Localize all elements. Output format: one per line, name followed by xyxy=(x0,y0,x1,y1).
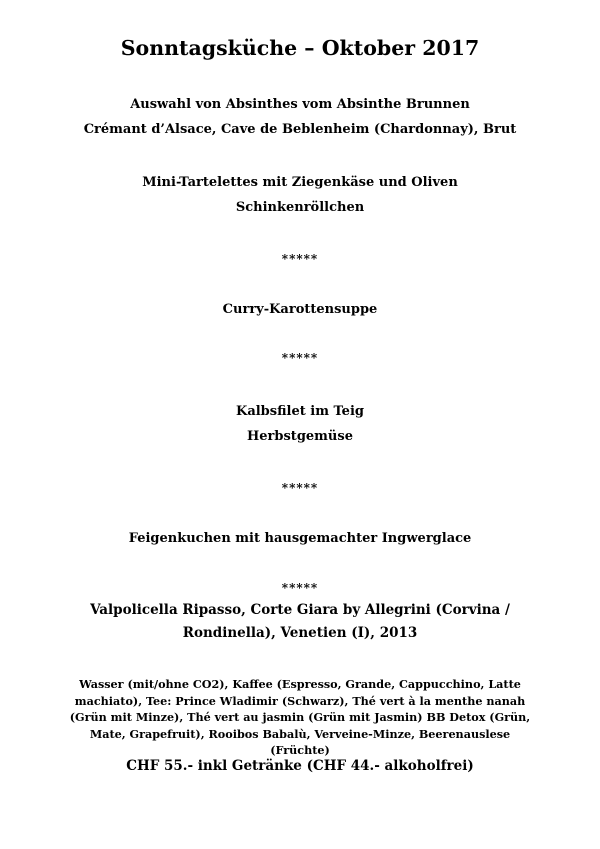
aperitif-cremant: Crémant d’Alsace, Cave de Beblenheim (Chardonnay), Brut xyxy=(83,122,517,137)
course-main: Kalbsfilet im Teig xyxy=(236,404,364,419)
wine-line-2: Rondinella), Venetien (I), 2013 xyxy=(182,625,418,641)
amuse-schinkenroellchen: Schinkenröllchen xyxy=(235,200,365,215)
course-main-side: Herbstgemüse xyxy=(247,429,353,444)
drinks-included: Wasser (mit/ohne CO2), Kaffee (Espresso, Grande, Cappucchino, Latte machiato), Tee: Prince Wladimir (Schwarz), Thé vert à la menthe nanah (Grün mit Minze), Thé vert au jasmin (Grün mit Jasmin) BB Detox (Grün, Mate, Grapefruit), Rooibos Babalù, Verveine-Minze, Beerenauslese (Früchte) xyxy=(69,677,531,757)
course-dessert: Feigenkuchen mit hausgemachter Ingwerglace xyxy=(128,531,472,546)
wine-line-1: Valpolicella Ripasso, Corte Giara by Allegrini (Corvina / xyxy=(90,602,510,618)
amuse-tartelettes: Mini-Tartelettes mit Ziegenkäse und Oliven xyxy=(142,175,458,190)
menu-title: Sonntagsküche – Oktober 2017 xyxy=(120,36,480,60)
price-line: CHF 55.- inkl Getränke (CHF 44.- alkoholfrei) xyxy=(126,758,474,774)
aperitif-absinthe: Auswahl von Absinthes vom Absinthe Brunnen xyxy=(130,97,470,112)
course-soup: Curry-Karottensuppe xyxy=(222,302,378,317)
separator-1: ***** xyxy=(281,252,319,266)
separator-4: ***** xyxy=(281,581,319,595)
separator-2: ***** xyxy=(281,351,319,365)
separator-3: ***** xyxy=(281,481,319,495)
